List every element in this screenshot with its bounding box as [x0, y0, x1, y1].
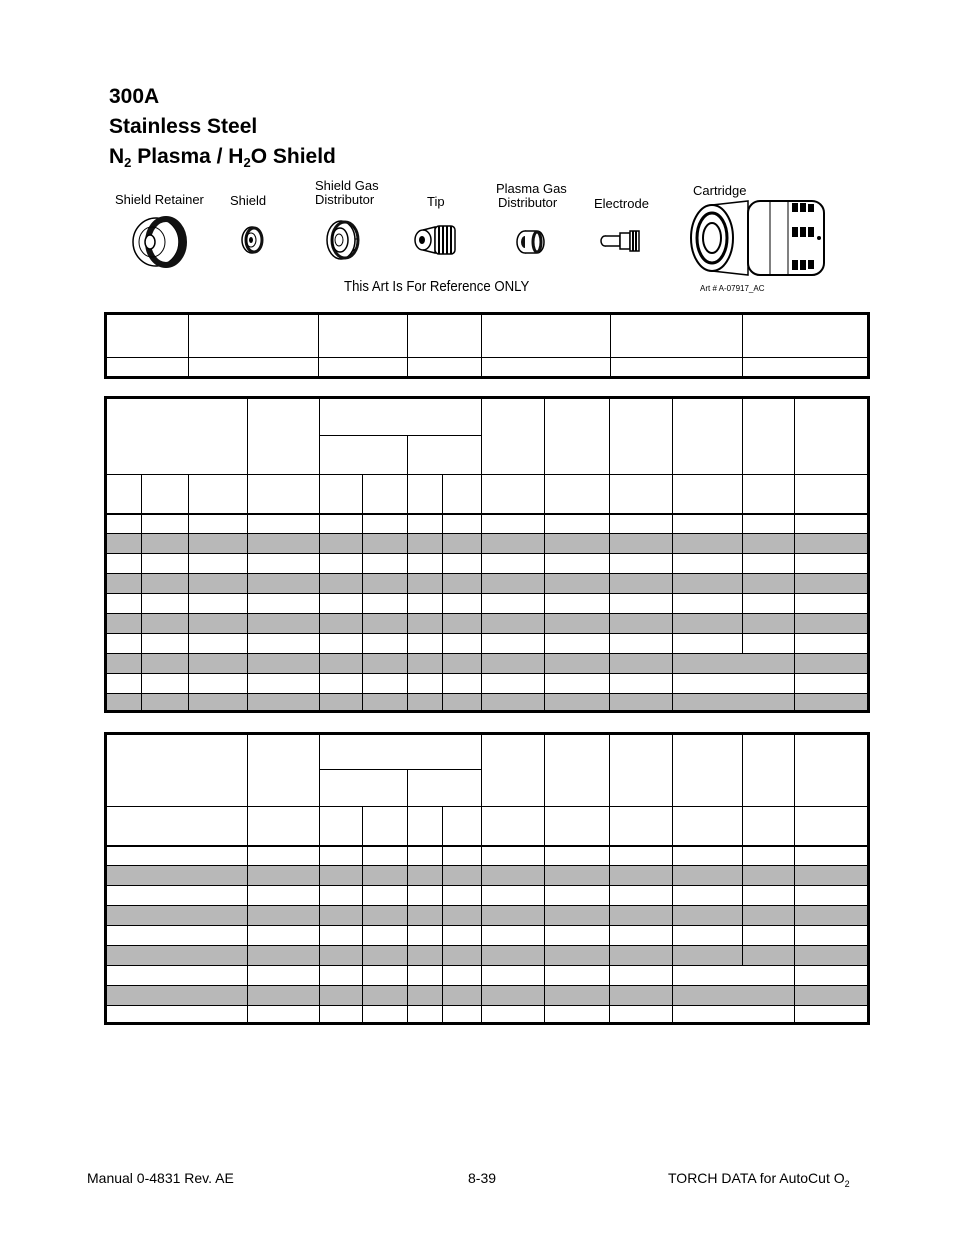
tip-drawing [413, 222, 459, 258]
label-cartridge: Cartridge [693, 183, 747, 198]
table-row [106, 654, 870, 674]
table-row [106, 866, 870, 886]
cartridge-drawing [688, 197, 832, 279]
table-row [106, 314, 870, 358]
table-row [106, 926, 870, 946]
title-line-material: Stainless Steel [109, 115, 258, 138]
table-row [106, 594, 870, 614]
footer-page-number: 8-39 [468, 1170, 497, 1186]
parts-number-table [105, 313, 870, 378]
table-row [106, 634, 870, 654]
table-header-row [106, 398, 870, 436]
table-header-row [106, 475, 870, 514]
reference-only-note: This Art Is For Reference ONLY [344, 278, 530, 295]
shield-gas-distributor-drawing [325, 219, 361, 261]
table-row [106, 694, 870, 712]
label-shield-retainer: Shield Retainer [115, 192, 204, 207]
table-header-row [106, 734, 870, 770]
table-row [106, 886, 870, 906]
table-row [106, 906, 870, 926]
table-row [106, 986, 870, 1006]
label-tip: Tip [427, 194, 445, 209]
footer-section-title: TORCH DATA for AutoCut $O_2$ [668, 1170, 850, 1189]
table-row [106, 1006, 870, 1024]
page-title [109, 82, 336, 172]
table-row [106, 614, 870, 634]
footer-manual-number: Manual 0-4831 Rev. AE [87, 1170, 234, 1186]
table-row [106, 534, 870, 554]
table-row [106, 966, 870, 986]
table-row [106, 514, 870, 534]
table-row [106, 674, 870, 694]
label-electrode: Electrode [594, 196, 649, 211]
art-number: Art # A-07917_AC [700, 284, 765, 293]
label-plasma-gas-distributor: Plasma Gas Distributor [496, 181, 567, 210]
table-row [106, 358, 870, 378]
imperial-cut-chart [105, 733, 870, 1024]
table-row [106, 846, 870, 866]
label-shield: Shield [230, 193, 267, 208]
shield-retainer-drawing [132, 216, 186, 268]
table-row [106, 554, 870, 574]
label-shield-gas-distributor: Shield Gas Distributor [315, 178, 379, 207]
table-row [106, 574, 870, 594]
electrode-drawing [598, 228, 642, 254]
table-header-row [106, 807, 870, 846]
title-line-gases: $N_2$ Plasma / $H_2O$ Shield [109, 145, 336, 170]
table-row [106, 946, 870, 966]
plasma-gas-distributor-drawing [515, 228, 545, 256]
title-line-amperage: 300A [109, 85, 160, 108]
metric-cut-chart [105, 397, 870, 712]
shield-drawing [241, 225, 263, 255]
